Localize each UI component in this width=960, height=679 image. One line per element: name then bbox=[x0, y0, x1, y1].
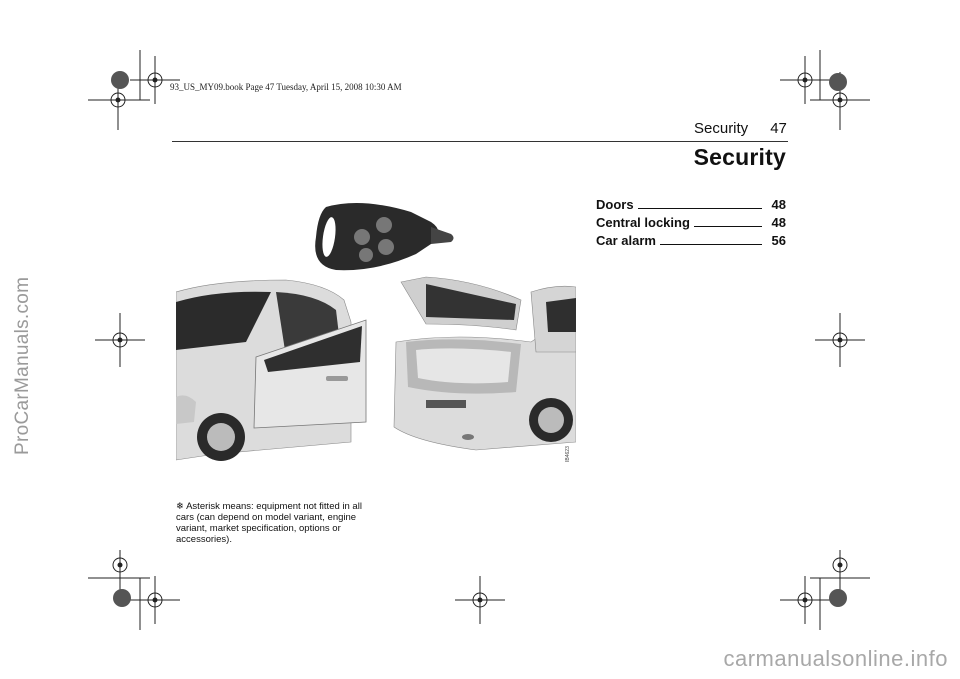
toc-item[interactable] bbox=[596, 233, 786, 251]
page-number: 47 bbox=[770, 120, 787, 137]
illustration-code: IB4623 bbox=[565, 446, 571, 462]
side-watermark bbox=[12, 225, 42, 455]
toc-label: Car alarm bbox=[596, 233, 656, 248]
table-of-contents bbox=[596, 197, 786, 251]
car-rear-open-trunk bbox=[394, 277, 576, 450]
running-header bbox=[694, 120, 787, 137]
toc-leader bbox=[660, 234, 762, 245]
security-illustration bbox=[176, 192, 576, 482]
snowflake-icon: ❄ bbox=[176, 501, 184, 512]
toc-page: 56 bbox=[771, 233, 786, 248]
file-info: 93_US_MY09.book Page 47 Tuesday, April 15, 2008 10:30 AM bbox=[170, 82, 402, 92]
toc-leader bbox=[694, 216, 762, 227]
car-side-open-door bbox=[176, 280, 366, 461]
toc-item[interactable] bbox=[596, 215, 786, 233]
toc-item[interactable] bbox=[596, 197, 786, 215]
toc-page: 48 bbox=[771, 197, 786, 212]
footnote-text: Asterisk means: equipment not fitted in all cars (can depend on model variant, engine variant, market specification, options or accessories). bbox=[176, 501, 362, 545]
header-section: Security bbox=[694, 120, 749, 137]
key-fob-icon bbox=[315, 203, 453, 270]
page-title: Security bbox=[693, 144, 786, 170]
side-watermark-text: ProCarManuals.com bbox=[12, 276, 33, 455]
toc-leader bbox=[638, 198, 762, 209]
toc-page: 48 bbox=[771, 215, 786, 230]
header-rule bbox=[172, 141, 788, 142]
asterisk-footnote bbox=[176, 501, 376, 545]
toc-label: Central locking bbox=[596, 215, 690, 230]
bottom-watermark: carmanualsonline.info bbox=[723, 646, 948, 671]
toc-label: Doors bbox=[596, 197, 634, 212]
